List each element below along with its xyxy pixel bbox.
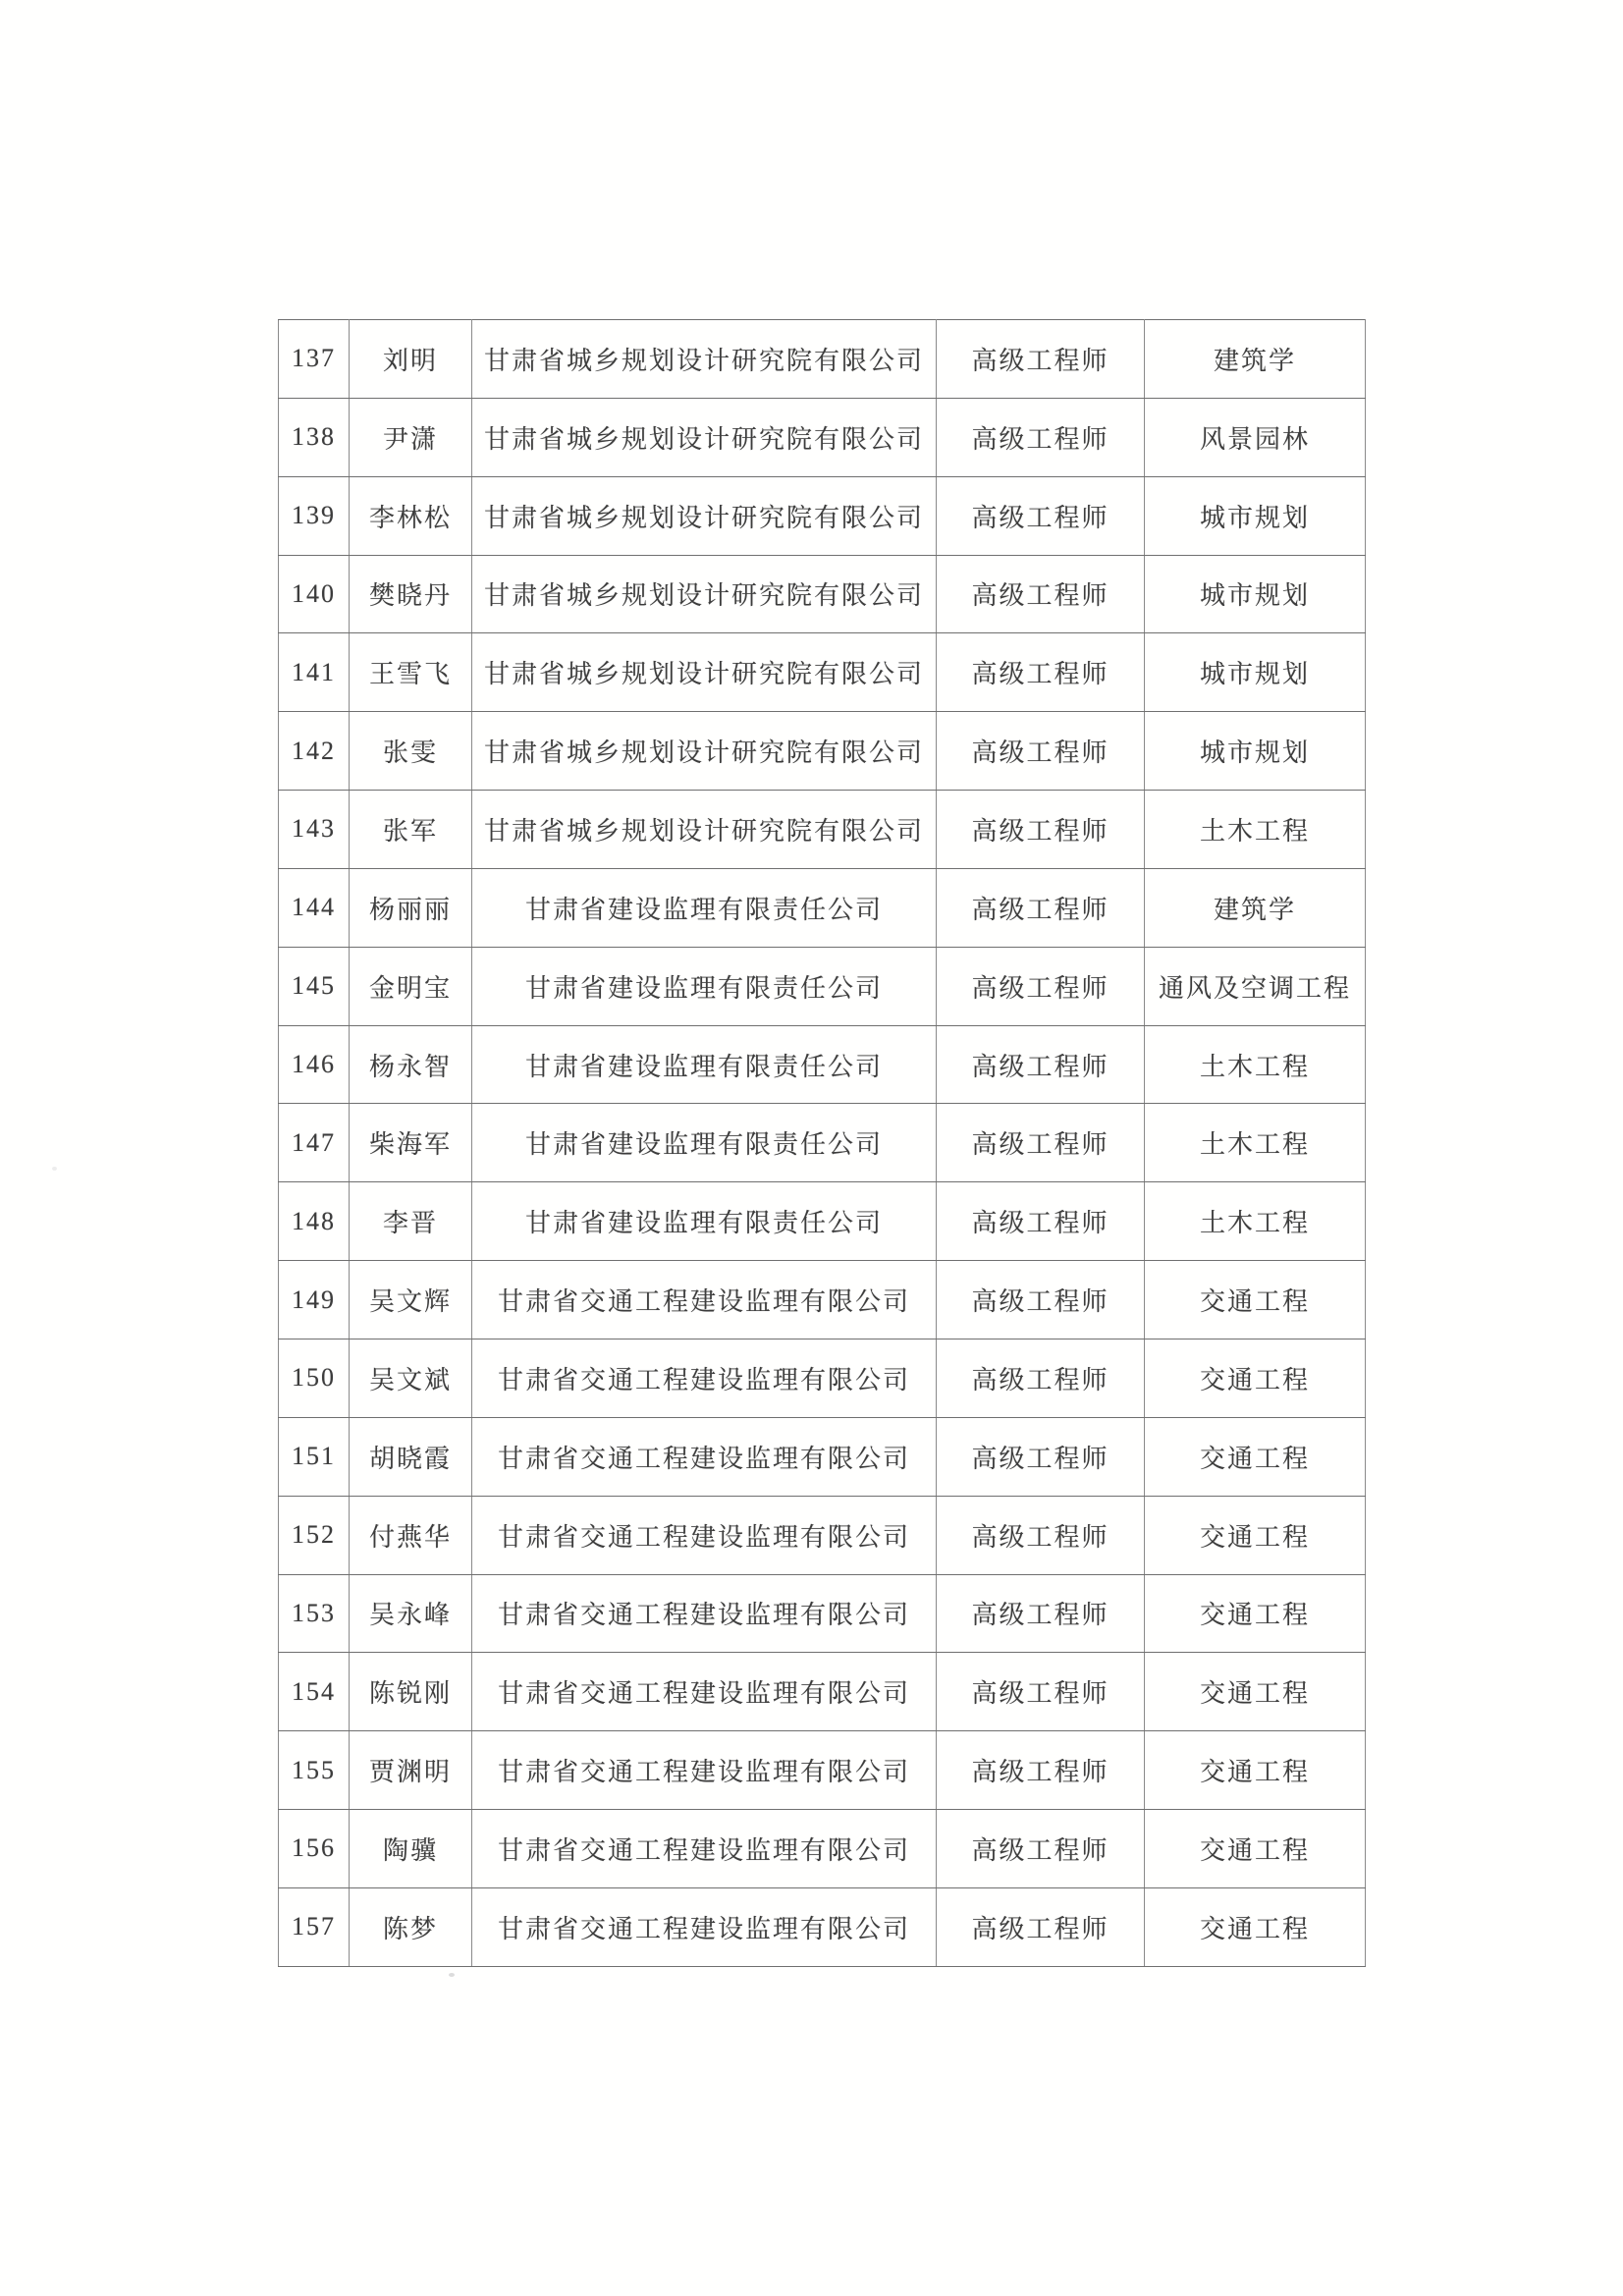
table-row xyxy=(279,398,1366,476)
cell-person-name: 付燕华 xyxy=(350,1496,472,1574)
cell-person-name: 王雪飞 xyxy=(350,633,472,712)
cell-person-name: 吴永峰 xyxy=(350,1574,472,1653)
cell-specialty: 建筑学 xyxy=(1145,320,1366,399)
table-row xyxy=(279,633,1366,712)
cell-job-title: 高级工程师 xyxy=(937,476,1145,555)
cell-company-name: 甘肃省交通工程建设监理有限公司 xyxy=(472,1261,937,1339)
table-row xyxy=(279,320,1366,399)
cell-job-title: 高级工程师 xyxy=(937,1339,1145,1417)
cell-job-title: 高级工程师 xyxy=(937,712,1145,791)
cell-specialty: 交通工程 xyxy=(1145,1339,1366,1417)
cell-row-number: 155 xyxy=(279,1731,350,1810)
cell-company-name: 甘肃省交通工程建设监理有限公司 xyxy=(472,1339,937,1417)
cell-job-title: 高级工程师 xyxy=(937,1496,1145,1574)
cell-specialty: 交通工程 xyxy=(1145,1653,1366,1731)
cell-row-number: 144 xyxy=(279,868,350,947)
personnel-registry-table xyxy=(278,319,1366,1967)
cell-specialty: 交通工程 xyxy=(1145,1574,1366,1653)
registry-table-body xyxy=(279,320,1366,1967)
cell-person-name: 刘明 xyxy=(350,320,472,399)
cell-row-number: 150 xyxy=(279,1339,350,1417)
cell-job-title: 高级工程师 xyxy=(937,1025,1145,1104)
cell-person-name: 张军 xyxy=(350,791,472,869)
cell-job-title: 高级工程师 xyxy=(937,555,1145,633)
table-row xyxy=(279,1731,1366,1810)
cell-job-title: 高级工程师 xyxy=(937,1810,1145,1888)
cell-company-name: 甘肃省建设监理有限责任公司 xyxy=(472,947,937,1025)
table-row xyxy=(279,1810,1366,1888)
cell-company-name: 甘肃省建设监理有限责任公司 xyxy=(472,1182,937,1261)
table-row xyxy=(279,1417,1366,1496)
cell-row-number: 143 xyxy=(279,791,350,869)
cell-company-name: 甘肃省建设监理有限责任公司 xyxy=(472,1025,937,1104)
cell-specialty: 交通工程 xyxy=(1145,1417,1366,1496)
cell-company-name: 甘肃省城乡规划设计研究院有限公司 xyxy=(472,398,937,476)
cell-company-name: 甘肃省交通工程建设监理有限公司 xyxy=(472,1574,937,1653)
cell-specialty: 通风及空调工程 xyxy=(1145,947,1366,1025)
cell-person-name: 金明宝 xyxy=(350,947,472,1025)
cell-job-title: 高级工程师 xyxy=(937,1887,1145,1966)
cell-row-number: 145 xyxy=(279,947,350,1025)
cell-person-name: 胡晓霞 xyxy=(350,1417,472,1496)
cell-company-name: 甘肃省城乡规划设计研究院有限公司 xyxy=(472,712,937,791)
table-row xyxy=(279,1653,1366,1731)
cell-person-name: 杨永智 xyxy=(350,1025,472,1104)
cell-company-name: 甘肃省交通工程建设监理有限公司 xyxy=(472,1887,937,1966)
table-row xyxy=(279,555,1366,633)
table-row xyxy=(279,1261,1366,1339)
table-row xyxy=(279,1339,1366,1417)
cell-specialty: 交通工程 xyxy=(1145,1261,1366,1339)
cell-person-name: 李晋 xyxy=(350,1182,472,1261)
cell-row-number: 140 xyxy=(279,555,350,633)
cell-row-number: 153 xyxy=(279,1574,350,1653)
cell-job-title: 高级工程师 xyxy=(937,868,1145,947)
cell-specialty: 土木工程 xyxy=(1145,1182,1366,1261)
cell-row-number: 138 xyxy=(279,398,350,476)
cell-job-title: 高级工程师 xyxy=(937,398,1145,476)
cell-specialty: 交通工程 xyxy=(1145,1810,1366,1888)
cell-row-number: 142 xyxy=(279,712,350,791)
table-row xyxy=(279,476,1366,555)
cell-job-title: 高级工程师 xyxy=(937,1574,1145,1653)
cell-specialty: 土木工程 xyxy=(1145,791,1366,869)
cell-job-title: 高级工程师 xyxy=(937,1731,1145,1810)
cell-row-number: 156 xyxy=(279,1810,350,1888)
cell-row-number: 148 xyxy=(279,1182,350,1261)
cell-job-title: 高级工程师 xyxy=(937,1417,1145,1496)
cell-person-name: 陈梦 xyxy=(350,1887,472,1966)
cell-person-name: 张雯 xyxy=(350,712,472,791)
cell-row-number: 147 xyxy=(279,1104,350,1182)
cell-person-name: 吴文辉 xyxy=(350,1261,472,1339)
cell-person-name: 陈锐刚 xyxy=(350,1653,472,1731)
table-row xyxy=(279,712,1366,791)
cell-row-number: 149 xyxy=(279,1261,350,1339)
cell-company-name: 甘肃省城乡规划设计研究院有限公司 xyxy=(472,320,937,399)
table-row xyxy=(279,1182,1366,1261)
cell-row-number: 146 xyxy=(279,1025,350,1104)
cell-job-title: 高级工程师 xyxy=(937,1261,1145,1339)
cell-job-title: 高级工程师 xyxy=(937,947,1145,1025)
cell-specialty: 建筑学 xyxy=(1145,868,1366,947)
cell-row-number: 157 xyxy=(279,1887,350,1966)
cell-company-name: 甘肃省交通工程建设监理有限公司 xyxy=(472,1653,937,1731)
cell-job-title: 高级工程师 xyxy=(937,1653,1145,1731)
table-row xyxy=(279,1025,1366,1104)
cell-row-number: 154 xyxy=(279,1653,350,1731)
cell-person-name: 陶骥 xyxy=(350,1810,472,1888)
cell-company-name: 甘肃省城乡规划设计研究院有限公司 xyxy=(472,555,937,633)
cell-job-title: 高级工程师 xyxy=(937,1182,1145,1261)
cell-company-name: 甘肃省城乡规划设计研究院有限公司 xyxy=(472,633,937,712)
table-row xyxy=(279,1574,1366,1653)
cell-specialty: 交通工程 xyxy=(1145,1887,1366,1966)
cell-specialty: 土木工程 xyxy=(1145,1025,1366,1104)
cell-company-name: 甘肃省建设监理有限责任公司 xyxy=(472,868,937,947)
cell-row-number: 141 xyxy=(279,633,350,712)
cell-specialty: 交通工程 xyxy=(1145,1731,1366,1810)
cell-job-title: 高级工程师 xyxy=(937,633,1145,712)
cell-company-name: 甘肃省建设监理有限责任公司 xyxy=(472,1104,937,1182)
table-row xyxy=(279,1887,1366,1966)
cell-person-name: 柴海军 xyxy=(350,1104,472,1182)
cell-company-name: 甘肃省城乡规划设计研究院有限公司 xyxy=(472,476,937,555)
table-row xyxy=(279,1104,1366,1182)
cell-specialty: 城市规划 xyxy=(1145,633,1366,712)
cell-person-name: 李林松 xyxy=(350,476,472,555)
cell-row-number: 139 xyxy=(279,476,350,555)
cell-specialty: 城市规划 xyxy=(1145,476,1366,555)
cell-job-title: 高级工程师 xyxy=(937,791,1145,869)
cell-specialty: 交通工程 xyxy=(1145,1496,1366,1574)
cell-person-name: 杨丽丽 xyxy=(350,868,472,947)
table-row xyxy=(279,868,1366,947)
cell-specialty: 土木工程 xyxy=(1145,1104,1366,1182)
table-row xyxy=(279,947,1366,1025)
scan-speck xyxy=(449,1973,455,1977)
cell-company-name: 甘肃省交通工程建设监理有限公司 xyxy=(472,1731,937,1810)
cell-row-number: 152 xyxy=(279,1496,350,1574)
cell-company-name: 甘肃省交通工程建设监理有限公司 xyxy=(472,1810,937,1888)
cell-row-number: 151 xyxy=(279,1417,350,1496)
table-row xyxy=(279,791,1366,869)
scan-speck xyxy=(52,1167,57,1171)
cell-company-name: 甘肃省交通工程建设监理有限公司 xyxy=(472,1417,937,1496)
cell-company-name: 甘肃省城乡规划设计研究院有限公司 xyxy=(472,791,937,869)
cell-job-title: 高级工程师 xyxy=(937,1104,1145,1182)
cell-company-name: 甘肃省交通工程建设监理有限公司 xyxy=(472,1496,937,1574)
table-row xyxy=(279,1496,1366,1574)
cell-row-number: 137 xyxy=(279,320,350,399)
cell-specialty: 风景园林 xyxy=(1145,398,1366,476)
cell-person-name: 尹潇 xyxy=(350,398,472,476)
cell-specialty: 城市规划 xyxy=(1145,712,1366,791)
cell-person-name: 吴文斌 xyxy=(350,1339,472,1417)
cell-person-name: 樊晓丹 xyxy=(350,555,472,633)
cell-specialty: 城市规划 xyxy=(1145,555,1366,633)
cell-person-name: 贾渊明 xyxy=(350,1731,472,1810)
cell-job-title: 高级工程师 xyxy=(937,320,1145,399)
